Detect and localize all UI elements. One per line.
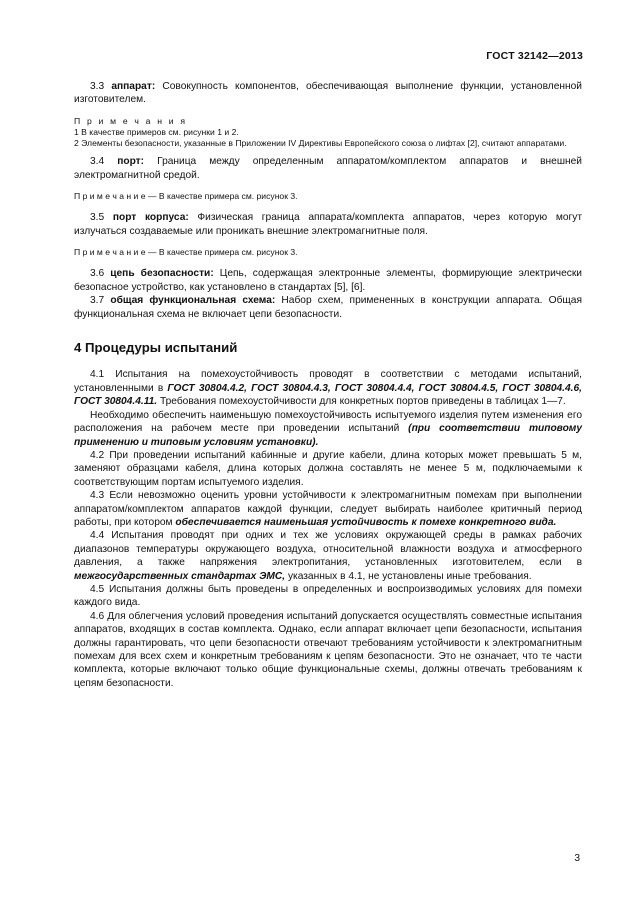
term-enclosure-port: порт корпуса:: [112, 212, 189, 224]
definition-3-3: 3.3 аппарат: Совокупность компонентов, обеспечивающая выполнение функции, установленной изготовителем.: [74, 81, 582, 106]
note-3-5: П р и м е ч а н и е — В качестве примера см. рисунок 3.: [74, 247, 298, 258]
paragraph-4-5: 4.5 Испытания должны быть проведены в определенных и воспроизводимых условиях для помехи каждого вида.: [74, 583, 582, 609]
paragraph-4-6: 4.6 Для облегчения условий проведения испытаний допускается осуществлять совместные испытания аппаратов, входящих в состав комплекта. Однако, если аппарат включает цепи безопасности, испытания должны гарантировать, что цепи безопасности отвечают требованиям устойчивости к электромагнитным помехам для всех схем и конкретным требованиям к цепям безопасности. Это не означает, что те части комплекта, которые включают только общие функциональные схемы, должны отвечать требованиям к цепям безопасности.: [74, 610, 582, 689]
term-port: порт:: [117, 156, 145, 168]
definition-3-6: 3.6 цепь безопасности: Цепь, содержащая электронные элементы, формирующие электрически безопасное устройство, как установлено в стандартах [5], [6].: [74, 268, 582, 293]
document-body: [74, 80, 582, 690]
standard-header: ГОСТ 32142—2013: [486, 50, 583, 62]
note-3-4: П р и м е ч а н и е — В качестве примера см. рисунок 3.: [74, 191, 298, 202]
paragraph-4-1-cont: Необходимо обеспечить наименьшую помехоустойчивость испытуемого изделия путем изменения его расположения на рабочем месте при проведении испытаний (при соответствии типовому применению и типовым условиям установки).: [74, 409, 583, 448]
section-4-title: 4 Процедуры испытаний: [74, 340, 238, 356]
term-safety-circuit: цепь безопасности:: [110, 268, 214, 280]
standards-references: ГОСТ 30804.4.2, ГОСТ 30804.4.3, ГОСТ 30804.4.4, ГОСТ 30804.4.5, ГОСТ 30804.4.6, ГОСТ 30804.4.11.: [74, 382, 582, 408]
paragraph-4-4: 4.4 Испытания проводят при одних и тех же условиях окружающей среды в рамках рабочих диапазонов температуры окружающего воздуха, относительной влажности воздуха и атмосферного давления, а также напряжения электропитания, установленных изготовителем, если в межгосударственных стандартах ЭМС, указанных в 4.1, не установлены иные требования.: [74, 530, 582, 582]
definition-3-5: 3.5 порт корпуса: Физическая граница аппарата/комплекта аппаратов, через которую могут излучаться создаваемые или проникать внешние электромагнитные поля.: [74, 212, 582, 237]
notes-3-3: [74, 116, 582, 150]
definition-3-7: 3.7 общая функциональная схема: Набор схем, примененных в конструкции аппарата. Общая функциональная схема не включает цепи безопасности.: [74, 295, 582, 320]
notes-title: П р и м е ч а н и я: [74, 115, 188, 126]
paragraph-4-2: 4.2 При проведении испытаний кабинные и другие кабели, длина которых может превышать 5 м, заменяют образцами кабеля, длина которых должна составлять не менее 5 м, подключаемыми к соответствующим портам испытуемого изделия.: [74, 449, 582, 488]
paragraph-4-3: 4.3 Если невозможно оценить уровни устойчивости к электромагнитным помехам при выполнении аппаратом/комплектом аппаратов каждой функции, следует выбирать наиболее критичный период работы, при котором обеспечивается наименьшая устойчивость к помехе конкретного вида.: [74, 490, 582, 528]
paragraph-4-1: 4.1 Испытания на помехоустойчивость проводят в соответствии с методами испытаний, установленными в ГОСТ 30804.4.2, ГОСТ 30804.4.3, ГОСТ 30804.4.4, ГОСТ 30804.4.5, ГОСТ 30804.4.6, ГОСТ 30804.4.11. Требования помехоустойчивости для конкретных портов приведены в таблицах 1—7.: [74, 369, 582, 408]
page-number: 3: [574, 853, 580, 864]
note-1: 1 В качестве примеров см. рисунки 1 и 2.: [74, 127, 239, 138]
note-2: 2 Элементы безопасности, указанные в Приложении IV Директивы Европейского союза о лифтах [2], считают аппаратами.: [74, 138, 567, 149]
term-apparatus: аппарат:: [111, 81, 156, 92]
definition-3-4: 3.4 порт: Граница между определенным аппаратом/комплектом аппаратов и внешней электромагнитной средой.: [74, 156, 582, 181]
term-general-function-circuit: общая функциональная схема:: [110, 295, 276, 307]
